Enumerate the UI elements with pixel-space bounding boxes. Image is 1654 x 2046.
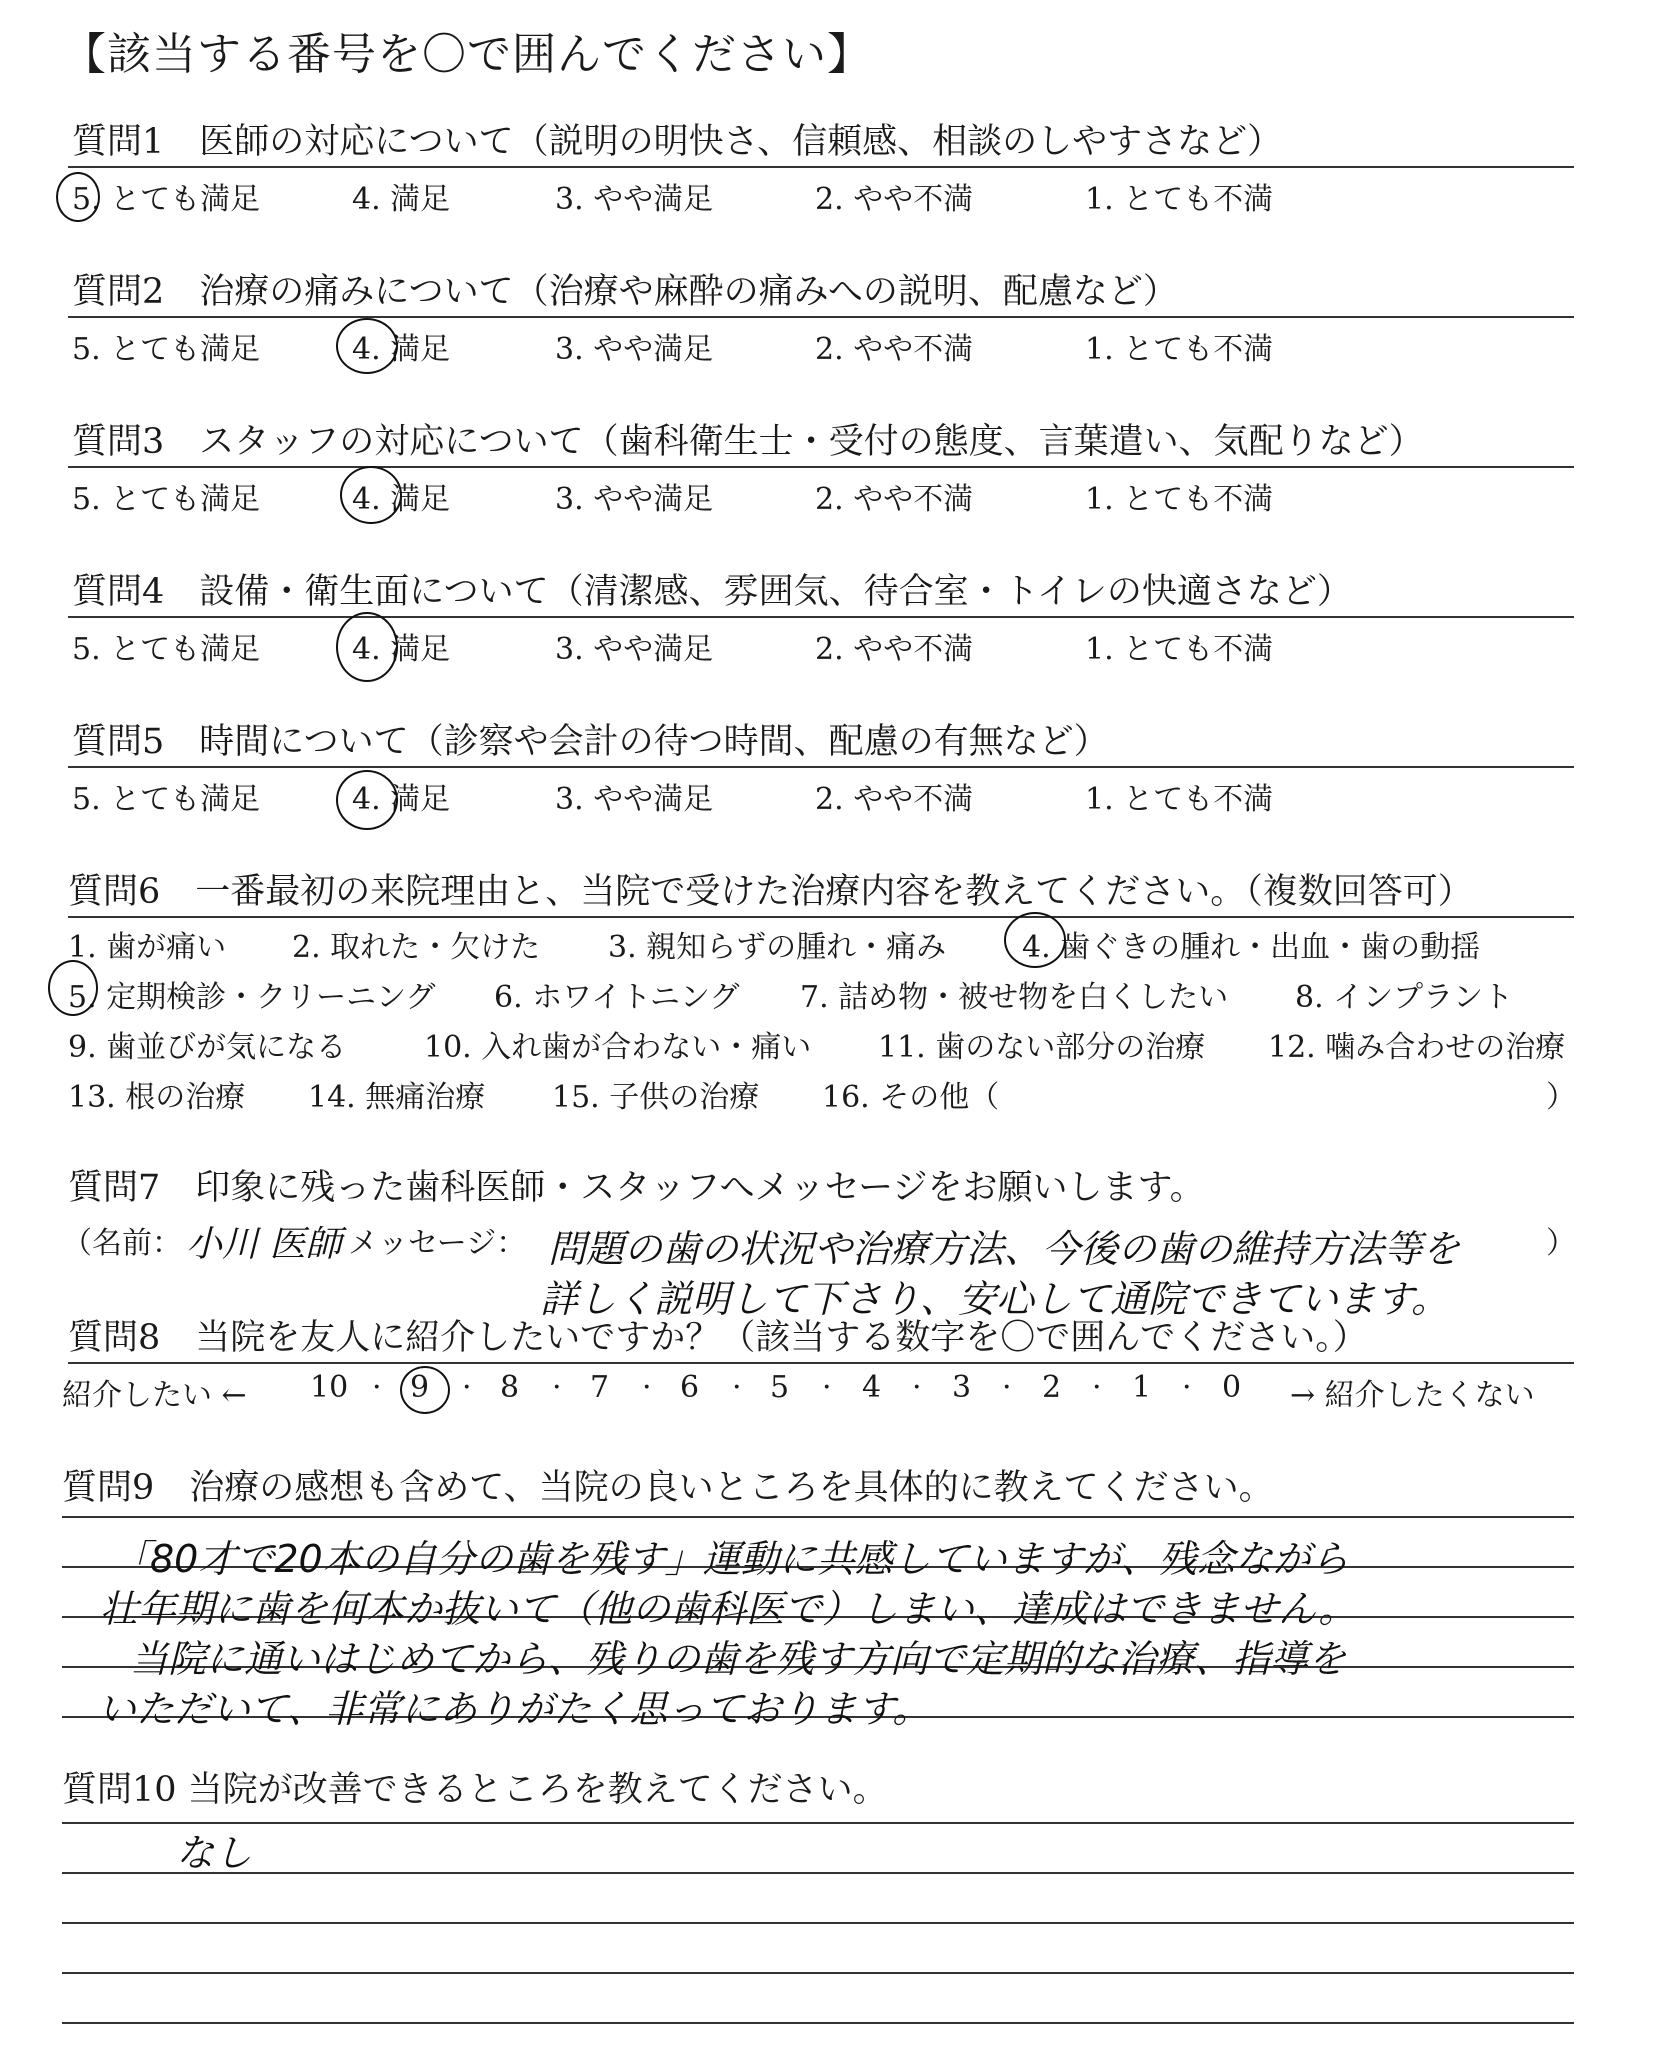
q5-option-5[interactable]: 5. とても満足 xyxy=(72,782,261,817)
q9-answer-line-3: 当院に通いはじめてから、残りの歯を残す方向で定期的な治療、指導を xyxy=(130,1637,1347,1681)
q10-rule-4 xyxy=(62,1972,1574,1974)
q8-dot: · xyxy=(462,1370,472,1405)
q6-option-3[interactable]: 3. 親知らずの腫れ・痛み xyxy=(608,930,947,965)
q2-option-2[interactable]: 2. やや不満 xyxy=(815,332,974,367)
q8-scale-9[interactable]: 9 xyxy=(410,1370,430,1405)
q2-title: 質問2 治療の痛みについて（治療や麻酔の痛みへの説明、配慮など） xyxy=(72,272,1178,312)
q4-option-3[interactable]: 3. やや満足 xyxy=(555,632,714,667)
q5-title: 質問5 時間について（診察や会計の待つ時間、配慮の有無など） xyxy=(72,722,1109,762)
q6-title: 質問6 一番最初の来院理由と、当院で受けた治療内容を教えてください。（複数回答可） xyxy=(68,872,1473,912)
q4-option-1[interactable]: 1. とても不満 xyxy=(1085,632,1274,667)
q4-option-2[interactable]: 2. やや不満 xyxy=(815,632,974,667)
q7-message-line1: 問題の歯の状況や治療方法、今後の歯の維持方法等を xyxy=(548,1227,1461,1271)
q10-answer: なし xyxy=(176,1831,253,1875)
q1-option-1[interactable]: 1. とても不満 xyxy=(1085,182,1274,217)
q7-name-label: （名前： xyxy=(62,1226,182,1261)
q6-option-14[interactable]: 14. 無痛治療 xyxy=(308,1080,486,1115)
q3-title: 質問3 スタッフの対応について（歯科衛生士・受付の態度、言葉遣い、気配りなど） xyxy=(72,422,1424,462)
q6-option-7[interactable]: 7. 詰め物・被せ物を白くしたい xyxy=(800,980,1229,1015)
q10-title: 質問10 当院が改善できるところを教えてください。 xyxy=(62,1770,888,1810)
q8-scale-1[interactable]: 1 xyxy=(1132,1370,1152,1405)
q7-message-label: メッセージ： xyxy=(348,1226,527,1261)
q1-option-4[interactable]: 4. 満足 xyxy=(352,182,451,217)
q8-dot: · xyxy=(552,1370,562,1405)
q8-dot: · xyxy=(732,1370,742,1405)
q5-option-3[interactable]: 3. やや満足 xyxy=(555,782,714,817)
q3-selection-circle xyxy=(340,466,402,524)
q7-name-value: 小川 医師 xyxy=(186,1224,342,1265)
q1-option-2[interactable]: 2. やや不満 xyxy=(815,182,974,217)
q5-selection-circle xyxy=(336,770,398,830)
q1-selection-circle xyxy=(56,172,100,222)
q8-right-label: → 紹介したくない xyxy=(1290,1378,1535,1413)
q2-selection-circle xyxy=(336,318,398,374)
q8-dot: · xyxy=(642,1370,652,1405)
q6-option-13[interactable]: 13. 根の治療 xyxy=(68,1080,246,1115)
q6-option-5[interactable]: 5. 定期検診・クリーニング xyxy=(68,980,436,1015)
q6-option-16-close: ） xyxy=(1546,1080,1576,1115)
q6-option-10[interactable]: 10. 入れ歯が合わない・痛い xyxy=(424,1030,812,1065)
q2-option-1[interactable]: 1. とても不満 xyxy=(1085,332,1274,367)
q4-rule xyxy=(68,616,1574,618)
q2-rule xyxy=(68,316,1574,318)
q1-title: 質問1 医師の対応について（説明の明快さ、信頼感、相談のしやすさなど） xyxy=(72,122,1283,162)
q4-title: 質問4 設備・衛生面について（清潔感、雰囲気、待合室・トイレの快適さなど） xyxy=(72,572,1352,612)
q9-answer-line-4: いただいて、非常にありがたく思っております。 xyxy=(98,1687,931,1731)
q8-dot: · xyxy=(822,1370,832,1405)
q6-option-8[interactable]: 8. インプラント xyxy=(1295,980,1514,1015)
q6-option-16[interactable]: 16. その他（ xyxy=(822,1080,1000,1115)
q6-selection-circle-4 xyxy=(1004,912,1066,968)
q8-dot: · xyxy=(1002,1370,1012,1405)
q10-rule-1 xyxy=(62,1822,1574,1824)
q8-scale-6[interactable]: 6 xyxy=(680,1370,700,1405)
q5-option-1[interactable]: 1. とても不満 xyxy=(1085,782,1274,817)
form-header: 【該当する番号を〇で囲んでください】 xyxy=(62,29,872,80)
q9-answer-line-2: 壮年期に歯を何本か抜いて（他の歯科医で）しまい、達成はできません。 xyxy=(100,1587,1357,1631)
q6-option-6[interactable]: 6. ホワイトニング xyxy=(494,980,740,1015)
q8-dot: · xyxy=(912,1370,922,1405)
q3-option-4[interactable]: 4. 満足 xyxy=(352,482,451,517)
q1-option-5[interactable]: 5. とても満足 xyxy=(72,182,261,217)
q4-selection-circle xyxy=(336,612,398,682)
q8-dot: · xyxy=(372,1370,382,1405)
q9-title: 質問9 治療の感想も含めて、当院の良いところを具体的に教えてください。 xyxy=(62,1468,1274,1508)
q6-rule xyxy=(68,916,1574,918)
q10-rule-2 xyxy=(62,1872,1574,1874)
q8-scale-0[interactable]: 0 xyxy=(1222,1370,1242,1405)
q4-option-4[interactable]: 4. 満足 xyxy=(352,632,451,667)
q7-close: ） xyxy=(1546,1226,1576,1261)
q8-scale-4[interactable]: 4 xyxy=(862,1370,882,1405)
q3-rule xyxy=(68,466,1574,468)
q2-option-5[interactable]: 5. とても満足 xyxy=(72,332,261,367)
q7-message-line2: 詳しく説明して下さり、安心して通院できています。 xyxy=(540,1277,1449,1321)
q6-option-15[interactable]: 15. 子供の治療 xyxy=(552,1080,760,1115)
q8-dot: · xyxy=(1092,1370,1102,1405)
q8-left-label: 紹介したい ← xyxy=(62,1378,247,1413)
q8-rule xyxy=(68,1362,1574,1364)
q6-selection-circle-5 xyxy=(48,960,98,1016)
q3-option-1[interactable]: 1. とても不満 xyxy=(1085,482,1274,517)
q6-option-1[interactable]: 1. 歯が痛い xyxy=(68,930,227,965)
q2-option-4[interactable]: 4. 満足 xyxy=(352,332,451,367)
q5-option-2[interactable]: 2. やや不満 xyxy=(815,782,974,817)
q8-scale-10[interactable]: 10 xyxy=(310,1370,349,1405)
q1-rule xyxy=(68,166,1574,168)
q9-answer-line-1: 「80才で20本の自分の歯を残す」運動に共感していますが、残念ながら xyxy=(112,1537,1349,1581)
q6-option-11[interactable]: 11. 歯のない部分の治療 xyxy=(878,1030,1206,1065)
q3-option-2[interactable]: 2. やや不満 xyxy=(815,482,974,517)
q8-scale-5[interactable]: 5 xyxy=(770,1370,790,1405)
q8-scale-7[interactable]: 7 xyxy=(590,1370,610,1405)
q8-dot: · xyxy=(1182,1370,1192,1405)
q8-selection-circle xyxy=(400,1366,450,1414)
q1-option-3[interactable]: 3. やや満足 xyxy=(555,182,714,217)
q6-option-12[interactable]: 12. 噛み合わせの治療 xyxy=(1268,1030,1566,1065)
q6-option-2[interactable]: 2. 取れた・欠けた xyxy=(292,930,541,965)
q5-option-4[interactable]: 4. 満足 xyxy=(352,782,451,817)
q7-title: 質問7 印象に残った歯科医師・スタッフへメッセージをお願いします。 xyxy=(68,1168,1205,1208)
q8-scale-2[interactable]: 2 xyxy=(1042,1370,1062,1405)
q3-option-3[interactable]: 3. やや満足 xyxy=(555,482,714,517)
q10-rule-3 xyxy=(62,1922,1574,1924)
q8-scale-3[interactable]: 3 xyxy=(952,1370,972,1405)
q6-option-9[interactable]: 9. 歯並びが気になる xyxy=(68,1030,347,1065)
q8-title: 質問8 当院を友人に紹介したいですか？（該当する数字を〇で囲んでください。） xyxy=(68,1318,1368,1358)
q6-option-4[interactable]: 4. 歯ぐきの腫れ・出血・歯の動揺 xyxy=(1022,930,1481,965)
q9-rule-1 xyxy=(62,1516,1574,1518)
q10-rule-5 xyxy=(62,2022,1574,2024)
q3-option-5[interactable]: 5. とても満足 xyxy=(72,482,261,517)
q8-scale-8[interactable]: 8 xyxy=(500,1370,520,1405)
q4-option-5[interactable]: 5. とても満足 xyxy=(72,632,261,667)
q2-option-3[interactable]: 3. やや満足 xyxy=(555,332,714,367)
q5-rule xyxy=(68,766,1574,768)
